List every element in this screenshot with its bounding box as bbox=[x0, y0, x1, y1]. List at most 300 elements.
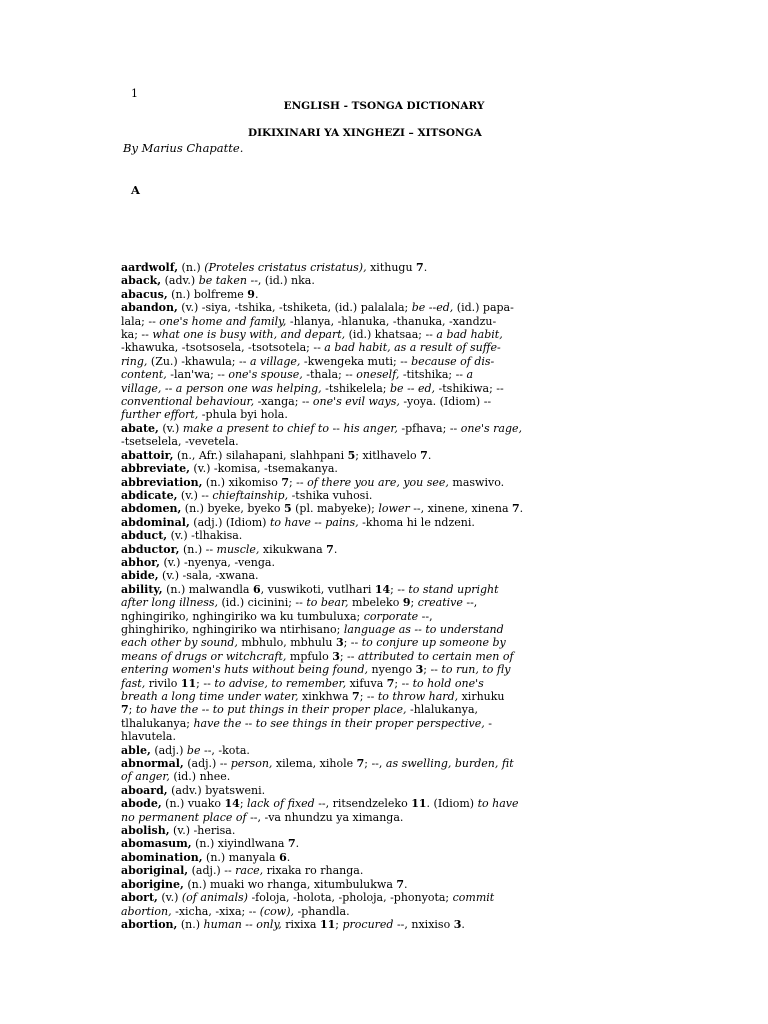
dictionary-entry bbox=[121, 462, 541, 475]
definition-text: -thala; -- bbox=[302, 368, 357, 382]
noun-class: 11 bbox=[319, 917, 336, 931]
headword: abduct, bbox=[121, 529, 168, 543]
entry-line bbox=[121, 810, 541, 824]
headword: abode, bbox=[121, 797, 162, 811]
entry-line bbox=[121, 676, 541, 690]
entry-line bbox=[121, 596, 541, 610]
entry-line bbox=[121, 301, 541, 315]
definition-text: . bbox=[286, 850, 291, 864]
page-number: 1 bbox=[131, 87, 138, 100]
italic-text: ring, bbox=[121, 354, 148, 368]
entry-line bbox=[121, 609, 541, 623]
definition-text: ghinghiriko, nghingiriko wa ntirhisano; bbox=[121, 622, 344, 636]
noun-class: 7 bbox=[416, 261, 424, 274]
italic-text: what one is busy with, and depart, bbox=[152, 328, 346, 342]
noun-class: 7 bbox=[356, 757, 365, 771]
entry-line bbox=[121, 743, 541, 757]
italic-text: because of dis- bbox=[411, 354, 495, 368]
dictionary-entry bbox=[121, 851, 541, 864]
definition-text: (pl. mabyeke); bbox=[291, 502, 379, 516]
italic-text: no permanent place of bbox=[121, 810, 247, 824]
italic-text: after long illness, bbox=[121, 596, 219, 610]
italic-text: (of animals) bbox=[181, 891, 248, 905]
italic-text: to bear, bbox=[306, 596, 349, 610]
definition-text: ; -- bbox=[359, 690, 378, 703]
definition-text: (n.) xiyindlwana bbox=[191, 837, 288, 851]
definition-text: (n.) -- bbox=[179, 542, 217, 556]
dictionary-entry bbox=[121, 784, 541, 797]
headword: abductor, bbox=[121, 542, 180, 556]
italic-text: be bbox=[186, 743, 201, 757]
entry-line bbox=[121, 904, 541, 918]
italic-text: abortion, bbox=[121, 904, 172, 918]
italic-text: as swelling, burden, fit bbox=[385, 757, 514, 771]
definition-text: lala; -- bbox=[121, 314, 160, 328]
italic-text: to stand upright bbox=[408, 582, 499, 596]
noun-class: 6 bbox=[279, 850, 287, 864]
entry-line bbox=[121, 797, 541, 811]
headword: abdominal, bbox=[121, 515, 190, 529]
definition-text: xirhuku bbox=[458, 690, 505, 703]
definition-text: -kwengeka muti; -- bbox=[300, 354, 412, 368]
definition-text: (v.) -tlhakisa. bbox=[167, 529, 243, 543]
definition-text: -hlalukanya, bbox=[406, 703, 479, 717]
italic-text: (Proteles cristatus cristatus), bbox=[204, 261, 367, 274]
italic-text: be -- ed, bbox=[390, 381, 436, 395]
dictionary-entry bbox=[121, 529, 541, 542]
entry-line bbox=[121, 716, 541, 730]
definition-text: (n.) muaki wo rhanga, xitumbulukwa bbox=[183, 877, 397, 891]
noun-class: 14 bbox=[374, 582, 391, 596]
definition-text: -- bbox=[328, 421, 344, 435]
definition-text: -phula byi hola. bbox=[198, 408, 288, 422]
definition-text: (n.) vuako bbox=[161, 797, 225, 811]
dictionary-entry bbox=[121, 274, 541, 287]
noun-class: 7 bbox=[121, 703, 129, 717]
definition-text: -tshika vuhosi. bbox=[288, 488, 373, 502]
definition-text: ; -- bbox=[196, 676, 215, 690]
entry-line bbox=[121, 837, 541, 851]
italic-text: means of drugs or witchcraft, bbox=[121, 649, 287, 663]
italic-text: fast, bbox=[121, 676, 146, 690]
definition-text: (adj.) -- bbox=[188, 864, 236, 878]
noun-class: 5 bbox=[283, 502, 292, 516]
headword: aback, bbox=[121, 274, 162, 288]
italic-text: to have -- pains, bbox=[269, 515, 359, 529]
italic-text: creative bbox=[417, 596, 463, 610]
definition-text: rixaka ro rhanga. bbox=[263, 864, 364, 878]
headword: abort, bbox=[121, 891, 158, 905]
definition-text: xifuva bbox=[346, 676, 387, 690]
definition-text: -phandla. bbox=[293, 904, 350, 918]
italic-text: conventional behaviour, bbox=[121, 395, 255, 409]
definition-text: -khawuka, -tsotsosela, -tsotsotela; -- bbox=[121, 341, 325, 355]
italic-text: entering women's huts without being found, bbox=[121, 663, 369, 677]
definition-text: . bbox=[427, 448, 432, 462]
definition-text: (n., Afr.) silahapani, slahhpani bbox=[173, 448, 348, 462]
headword: abnormal, bbox=[121, 757, 184, 771]
definition-text: . bbox=[519, 502, 524, 516]
italic-text: person, bbox=[230, 757, 273, 771]
noun-class: 7 bbox=[420, 448, 428, 462]
entry-line bbox=[121, 368, 541, 382]
definition-text: -xanga; -- bbox=[254, 395, 313, 409]
noun-class: 5 bbox=[347, 448, 356, 462]
entry-line bbox=[121, 341, 541, 355]
headword: aborigine, bbox=[121, 877, 184, 891]
italic-text: each other by sound, bbox=[121, 636, 238, 650]
definition-text: . bbox=[461, 917, 465, 931]
noun-class: 7 bbox=[326, 542, 334, 556]
dictionary-entry bbox=[121, 744, 541, 757]
headword: abandon, bbox=[121, 301, 178, 315]
entry-line bbox=[121, 864, 541, 878]
italic-text: a bbox=[466, 368, 474, 382]
italic-text: to have the -- to put things in their proper place, bbox=[135, 703, 407, 717]
italic-text: language as -- to understand bbox=[343, 622, 504, 636]
headword: aboriginal, bbox=[121, 864, 189, 878]
headword: abacus, bbox=[121, 287, 168, 301]
entry-line bbox=[121, 287, 541, 301]
definition-text: -tshikelela; bbox=[321, 381, 391, 395]
entry-line bbox=[121, 448, 541, 462]
dictionary-entry bbox=[121, 797, 541, 824]
definition-text: xinkhwa bbox=[298, 690, 353, 703]
dictionary-entry bbox=[121, 837, 541, 850]
noun-class: 3 bbox=[335, 636, 344, 650]
italic-text: to have bbox=[477, 797, 519, 811]
definition-text: . bbox=[333, 542, 338, 556]
italic-text: make a present to chief to bbox=[182, 421, 329, 435]
definition-text: ; -- bbox=[390, 582, 409, 596]
italic-text: one's rage, bbox=[460, 421, 522, 435]
definition-text: ; bbox=[410, 596, 418, 610]
definition-text: -lan'wa; -- bbox=[166, 368, 229, 382]
italic-text: (cow), bbox=[259, 904, 294, 918]
entry-line bbox=[121, 542, 541, 556]
definition-text: hlavutela. bbox=[121, 730, 176, 744]
dictionary-entry bbox=[121, 918, 541, 931]
definition-text: tlhalukanya; bbox=[121, 716, 194, 730]
definition-text: (n.) bbox=[177, 917, 204, 931]
headword: abdomen, bbox=[121, 502, 182, 516]
definition-text: -foloja, -holota, -pholoja, -phonyota; bbox=[247, 891, 453, 905]
dictionary-entry bbox=[121, 261, 541, 274]
dictionary-entry bbox=[121, 864, 541, 877]
italic-text: chieftainship, bbox=[212, 488, 289, 502]
definition-text: --, bbox=[462, 596, 478, 610]
noun-class: 9 bbox=[247, 287, 255, 301]
definition-text: (v.) bbox=[157, 891, 182, 905]
headword: abate, bbox=[121, 421, 159, 435]
definition-text: ; -- bbox=[423, 663, 442, 677]
entry-line bbox=[121, 622, 541, 636]
italic-text: a bad habit, bbox=[436, 328, 503, 342]
dictionary-entry bbox=[121, 543, 541, 556]
headword: ability, bbox=[121, 582, 163, 596]
italic-text: oneself, bbox=[356, 368, 400, 382]
italic-text: further effort, bbox=[121, 408, 199, 422]
definition-text: (adj.) (Idiom) bbox=[189, 515, 270, 529]
definition-text: (id.) cicinini; -- bbox=[218, 596, 307, 610]
noun-class: 11 bbox=[411, 797, 427, 811]
definition-text: - bbox=[484, 716, 492, 730]
definition-text: mpfulo bbox=[286, 649, 333, 663]
noun-class: 3 bbox=[332, 649, 340, 663]
italic-text: of there you are, you see, bbox=[307, 475, 449, 489]
entry-line bbox=[121, 488, 541, 502]
dictionary-entry bbox=[121, 422, 541, 449]
noun-class: 7 bbox=[287, 837, 296, 851]
definition-text: (adv.) byatsweni. bbox=[167, 783, 266, 797]
definition-text: (n.) malwandla bbox=[162, 582, 253, 596]
noun-class: 7 bbox=[281, 475, 289, 489]
definition-text: xilema, xihole bbox=[272, 757, 357, 771]
noun-class: 3 bbox=[415, 663, 424, 677]
italic-text: attributed to certain men of bbox=[358, 649, 514, 663]
definition-text: -pfhava; -- bbox=[397, 421, 461, 435]
entry-line bbox=[121, 757, 541, 771]
definition-text: (v.) bbox=[158, 421, 183, 435]
entry-line bbox=[121, 381, 541, 395]
italic-text: his anger, bbox=[343, 421, 398, 435]
entry-line bbox=[121, 435, 541, 449]
entry-line bbox=[121, 475, 541, 489]
definition-text: --, ritsendzeleko bbox=[314, 797, 412, 811]
definition-text: --, -va nhundzu ya ximanga. bbox=[246, 810, 404, 824]
headword: abbreviation, bbox=[121, 475, 203, 489]
definition-text: -hlanya, -hlanuka, -thanuka, -xandzu- bbox=[286, 314, 497, 328]
headword: able, bbox=[121, 743, 151, 757]
definition-text: (v.) -- bbox=[177, 488, 213, 502]
italic-text: a village, bbox=[249, 354, 301, 368]
headword: abattoir, bbox=[121, 448, 174, 462]
definition-text: rivilo bbox=[145, 676, 181, 690]
italic-text: procured bbox=[342, 917, 394, 931]
entry-line bbox=[121, 274, 541, 288]
definition-text: ; -- bbox=[394, 676, 413, 690]
definition-text: (n.) byeke, byeko bbox=[181, 502, 284, 516]
definition-text: ; -- bbox=[339, 649, 358, 663]
italic-text: be --ed, bbox=[411, 301, 454, 315]
entry-line bbox=[121, 515, 541, 529]
definition-text: . bbox=[254, 287, 259, 301]
definition-text: . bbox=[404, 877, 408, 891]
noun-class: 14 bbox=[224, 797, 240, 811]
italic-text: one's evil ways, bbox=[312, 395, 400, 409]
definition-text: nyengo bbox=[368, 663, 416, 677]
definition-text: ; bbox=[128, 703, 136, 717]
dictionary-entry bbox=[121, 502, 541, 515]
italic-text: corporate bbox=[363, 609, 419, 623]
dictionary-entry bbox=[121, 824, 541, 837]
entry-line bbox=[121, 502, 541, 516]
dictionary-entry bbox=[121, 516, 541, 529]
dictionary-subtitle: DIKIXINARI YA XINGHEZI – XITSONGA bbox=[248, 127, 482, 139]
definition-text: --, xinene, xinena bbox=[409, 502, 513, 516]
definition-text: (n.) xikomiso bbox=[202, 475, 282, 489]
entry-line bbox=[121, 690, 541, 703]
noun-class: 7 bbox=[396, 877, 405, 891]
definition-text: (adv.) bbox=[161, 274, 199, 288]
definition-text: (v.) -sala, -xwana. bbox=[158, 569, 259, 583]
italic-text: to conjure up someone by bbox=[361, 636, 506, 650]
italic-text: race, bbox=[235, 864, 264, 878]
dictionary-entry bbox=[121, 583, 541, 744]
definition-text: -tsetselela, -vevetela. bbox=[121, 435, 239, 449]
italic-text: be taken -- bbox=[198, 274, 258, 288]
dictionary-entry bbox=[121, 449, 541, 462]
dictionary-entry bbox=[121, 489, 541, 502]
definition-text: (adj.) -- bbox=[183, 757, 231, 771]
entry-line bbox=[121, 850, 541, 864]
definition-text: maswivo. bbox=[448, 475, 505, 489]
definition-text: (v.) -komisa, -tsemakanya. bbox=[189, 462, 338, 476]
italic-text: to advise, to remember, bbox=[214, 676, 347, 690]
italic-text: village, -- a person one was helping, bbox=[121, 381, 322, 395]
definition-text: . (Idiom) bbox=[426, 797, 478, 811]
headword: abide, bbox=[121, 569, 159, 583]
italic-text: content, bbox=[121, 368, 167, 382]
entries-list bbox=[121, 261, 541, 931]
definition-text: -xicha, -xixa; -- bbox=[171, 904, 260, 918]
definition-text: -yoya. (Idiom) -- bbox=[399, 395, 492, 409]
headword: abortion, bbox=[121, 917, 178, 931]
section-letter: A bbox=[131, 183, 140, 197]
headword: abbreviate, bbox=[121, 462, 190, 476]
italic-text: commit bbox=[452, 891, 495, 905]
definition-text: mbhulo, mbhulu bbox=[237, 636, 336, 650]
definition-text: (adj.) bbox=[150, 743, 187, 757]
dictionary-entry bbox=[121, 301, 541, 422]
definition-text: (n.) bolfreme bbox=[167, 287, 248, 301]
noun-class: 9 bbox=[402, 596, 411, 610]
definition-text: (v.) -siya, -tshika, -tshiketa, (id.) palalala; bbox=[177, 301, 412, 315]
entry-line bbox=[121, 462, 541, 476]
definition-text: -khoma hi le ndzeni. bbox=[358, 515, 475, 529]
definition-text: --, nxixiso bbox=[393, 917, 454, 931]
definition-text: . bbox=[423, 261, 428, 274]
definition-text: --, bbox=[418, 609, 433, 623]
italic-text: one's home and family, bbox=[159, 314, 287, 328]
dictionary-entry bbox=[121, 476, 541, 489]
entry-line bbox=[121, 408, 541, 422]
italic-text: to throw hard, bbox=[377, 690, 459, 703]
definition-text: ; bbox=[239, 797, 248, 811]
italic-text: one's spouse, bbox=[228, 368, 303, 382]
noun-class: 3 bbox=[453, 917, 462, 931]
dictionary-entry bbox=[121, 891, 541, 918]
definition-text: (v.) -herisa. bbox=[169, 824, 236, 838]
definition-text: (id.) papa- bbox=[453, 301, 514, 315]
definition-text: , (id.) nka. bbox=[257, 274, 315, 288]
definition-text: nghingiriko, nghingiriko wa ku tumbuluxa; bbox=[121, 609, 364, 623]
dictionary-entry bbox=[121, 288, 541, 301]
definition-text: , vuswikoti, vutlhari bbox=[260, 582, 375, 596]
definition-text: xikukwana bbox=[259, 542, 327, 556]
headword: abomasum, bbox=[121, 837, 192, 851]
noun-class: 7 bbox=[512, 502, 520, 516]
definition-text: (v.) -nyenya, -venga. bbox=[159, 555, 275, 569]
dictionary-entry bbox=[121, 757, 541, 784]
definition-text: (Zu.) -khawula; -- bbox=[147, 354, 250, 368]
entry-line bbox=[121, 663, 541, 677]
dictionary-entry bbox=[121, 569, 541, 582]
author-byline: By Marius Chapatte. bbox=[123, 141, 244, 155]
italic-text: to hold one's bbox=[412, 676, 484, 690]
entry-line bbox=[121, 314, 541, 328]
headword: abolish, bbox=[121, 824, 170, 838]
definition-text: (n.) manyala bbox=[202, 850, 280, 864]
definition-text: (id.) nhee. bbox=[169, 770, 231, 784]
entry-line bbox=[121, 824, 541, 838]
definition-text: ; xitlhavelo bbox=[355, 448, 421, 462]
definition-text: mbeleko bbox=[348, 596, 403, 610]
entry-line bbox=[121, 421, 541, 435]
entry-line bbox=[121, 328, 541, 342]
noun-class: 7 bbox=[386, 676, 395, 690]
definition-text: -titshika; -- bbox=[399, 368, 467, 382]
entry-line bbox=[121, 730, 541, 744]
entry-line bbox=[121, 261, 541, 274]
entry-line bbox=[121, 783, 541, 797]
entry-line bbox=[121, 529, 541, 543]
definition-text: --, -kota. bbox=[200, 743, 250, 757]
noun-class: 11 bbox=[180, 676, 197, 690]
headword: aardwolf, bbox=[121, 261, 179, 274]
italic-text: lack of fixed bbox=[247, 797, 315, 811]
entry-line bbox=[121, 877, 541, 891]
italic-text: lower bbox=[378, 502, 410, 516]
definition-text: . bbox=[295, 837, 300, 851]
dictionary-entry bbox=[121, 556, 541, 569]
definition-text: ; bbox=[335, 917, 343, 931]
noun-class: 6 bbox=[252, 582, 261, 596]
entry-line bbox=[121, 582, 541, 596]
definition-text: rixixa bbox=[281, 917, 320, 931]
dictionary-title: ENGLISH - TSONGA DICTIONARY bbox=[283, 100, 485, 112]
italic-text: have the -- to see things in their proper perspective, bbox=[193, 716, 485, 730]
headword: abhor, bbox=[121, 555, 160, 569]
noun-class: 7 bbox=[352, 690, 360, 703]
definition-text: (n.) bbox=[178, 261, 205, 274]
definition-text: ; -- bbox=[288, 475, 308, 489]
entry-line bbox=[121, 555, 541, 569]
italic-text: a bad habit, as a result of suffe- bbox=[324, 341, 501, 355]
definition-text: ; -- bbox=[343, 636, 362, 650]
definition-text: xithugu bbox=[366, 261, 417, 274]
entry-line bbox=[121, 649, 541, 663]
italic-text: breath a long time under water, bbox=[121, 690, 299, 703]
headword: aboard, bbox=[121, 783, 168, 797]
italic-text: of anger, bbox=[121, 770, 170, 784]
entry-line bbox=[121, 770, 541, 784]
definition-text: -tshikiwa; -- bbox=[435, 381, 504, 395]
definition-text: ka; -- bbox=[121, 328, 153, 342]
entry-line bbox=[121, 636, 541, 650]
entry-line bbox=[121, 917, 541, 931]
dictionary-entry bbox=[121, 878, 541, 891]
headword: abomination, bbox=[121, 850, 203, 864]
italic-text: to run, to fly bbox=[441, 663, 511, 677]
entry-line bbox=[121, 703, 541, 717]
italic-text: human -- only, bbox=[203, 917, 282, 931]
entry-line bbox=[121, 891, 541, 905]
entry-line bbox=[121, 395, 541, 409]
headword: abdicate, bbox=[121, 488, 178, 502]
italic-text: muscle, bbox=[216, 542, 260, 556]
entry-line bbox=[121, 569, 541, 583]
